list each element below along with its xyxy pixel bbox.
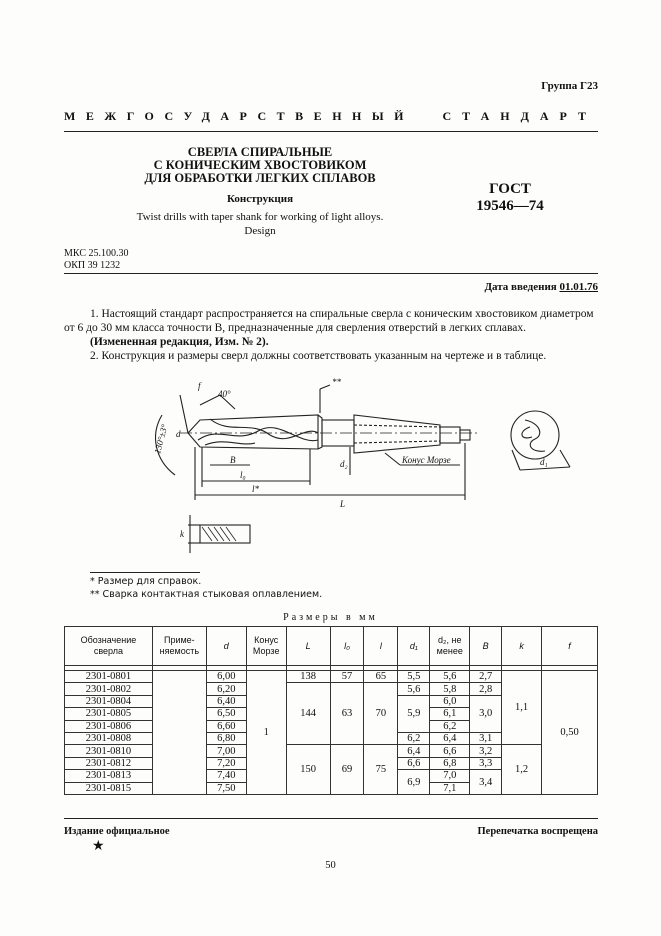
- english-title: [110, 210, 410, 238]
- cell-code: 2301-0810: [65, 745, 153, 757]
- cell-d1: 6,2: [398, 732, 430, 744]
- intro-date-label: Дата введения: [484, 281, 557, 293]
- cell-d1: 6,4: [398, 745, 430, 757]
- dim-L-label: L: [340, 499, 346, 509]
- table-row: [65, 745, 598, 757]
- header-taper: Конус Морзе: [246, 627, 286, 666]
- english-title-line-1: Twist drills with taper shank for working of light alloys.: [136, 211, 384, 223]
- footnote-1: * Размер для справок.: [90, 576, 202, 587]
- cell-B: 3,1: [470, 732, 502, 744]
- cell-B: 3,4: [470, 770, 502, 795]
- cell-d: 6,20: [206, 683, 246, 695]
- star-icon: ★: [92, 839, 105, 854]
- footnotes: [90, 575, 322, 601]
- header-code: Обозначение сверла: [65, 627, 153, 666]
- title-line-2: С КОНИЧЕСКИМ ХВОСТОВИКОМ: [153, 158, 367, 172]
- footnote-2: ** Сварка контактная стыковая оплавлением.: [90, 589, 323, 600]
- cell-B: 2,8: [470, 683, 502, 695]
- cell-d1: 5,5: [398, 671, 430, 683]
- header-k: k: [502, 627, 542, 666]
- intro-date-value: 01.01.76: [559, 281, 598, 293]
- reprint-label: Перепечатка воспрещена: [477, 826, 598, 837]
- cell-d1: 5,6: [398, 683, 430, 695]
- cell-d: 7,40: [206, 770, 246, 782]
- gost-label: ГОСТ: [489, 181, 531, 197]
- header-L: L: [286, 627, 330, 666]
- cell-d1: 5,9: [398, 695, 430, 732]
- header-l: l: [364, 627, 398, 666]
- page-number: 50: [325, 860, 336, 871]
- cell-d2: 6,6: [430, 745, 470, 757]
- group-code: Группа Г23: [541, 80, 598, 92]
- drill-drawing: [140, 375, 590, 565]
- cell-code: 2301-0801: [65, 671, 153, 683]
- cell-B: 3,3: [470, 757, 502, 769]
- table-row: [65, 671, 598, 683]
- cell-k: 1,2: [502, 745, 542, 795]
- drill-end-view: [511, 411, 559, 459]
- interstate-header: [64, 109, 597, 124]
- header-l0: l₀: [330, 627, 364, 666]
- dimensions-table: [64, 626, 598, 795]
- table-header-row: [65, 627, 598, 666]
- title-line-1: СВЕРЛА СПИРАЛЬНЫЕ: [187, 145, 333, 159]
- title-line-3: ДЛЯ ОБРАБОТКИ ЛЕГКИХ СПЛАВОВ: [144, 171, 376, 185]
- cell-L: 144: [286, 683, 330, 745]
- header-d: d: [206, 627, 246, 666]
- header-rule: [64, 131, 598, 132]
- cell-d2: 5,6: [430, 671, 470, 683]
- cell-L: 138: [286, 671, 330, 683]
- cell-l0: 63: [330, 683, 364, 745]
- cell-B: 3,2: [470, 745, 502, 757]
- table-caption: Размеры в мм: [283, 612, 378, 623]
- dim-f-label: f: [198, 381, 201, 391]
- introduction-date: [484, 281, 598, 293]
- cell-code: 2301-0813: [65, 770, 153, 782]
- paragraph-1-note: (Измененная редакция, Изм. № 2).: [90, 336, 269, 348]
- mks-code: МКС 25.100.30: [64, 248, 129, 259]
- cell-d2: 7,1: [430, 782, 470, 794]
- dim-l0-label: l₀: [240, 470, 246, 480]
- dim-l-label: l*: [252, 484, 260, 494]
- dim-k-label: k: [180, 529, 184, 539]
- cell-d: 7,00: [206, 745, 246, 757]
- cell-d2: 6,4: [430, 732, 470, 744]
- cell-l: 70: [364, 683, 398, 745]
- taper-label: Конус Морзе: [402, 455, 451, 465]
- cell-d: 6,40: [206, 695, 246, 707]
- cell-k: 1,1: [502, 671, 542, 745]
- header-d2: d₂, не менее: [430, 627, 470, 666]
- dim-d2-label: d₂: [340, 459, 348, 469]
- cell-l: 75: [364, 745, 398, 795]
- cell-d2: 7,0: [430, 770, 470, 782]
- header-f: f: [542, 627, 598, 666]
- cell-d2: 6,1: [430, 708, 470, 720]
- cell-l: 65: [364, 671, 398, 683]
- cell-L: 150: [286, 745, 330, 795]
- paragraph-2: 2. Конструкция и размеры сверл должны соответствовать указанным на чертеже и в таблице.: [90, 350, 547, 362]
- okp-code: ОКП 39 1232: [64, 260, 121, 271]
- cell-d2: 6,8: [430, 757, 470, 769]
- cell-d2: 6,2: [430, 720, 470, 732]
- cell-code: 2301-0802: [65, 683, 153, 695]
- classification-codes: [64, 248, 128, 272]
- cell-code: 2301-0808: [65, 732, 153, 744]
- header-B: B: [470, 627, 502, 666]
- document-subtitle: Конструкция: [226, 193, 294, 205]
- cell-d: 7,50: [206, 782, 246, 794]
- header-d1: d₁: [398, 627, 430, 666]
- english-title-line-2: Design: [244, 225, 276, 237]
- weld-mark-label: **: [332, 377, 341, 387]
- cell-d: 7,20: [206, 757, 246, 769]
- cell-code: 2301-0805: [65, 708, 153, 720]
- standard-label: СТАНДАРТ: [442, 109, 597, 123]
- dim-d1-label: d₁: [540, 457, 548, 467]
- footer-rule: [64, 818, 598, 819]
- paragraph-1: 1. Настоящий стандарт распространяется на спиральные сверла с коническим хвостовиком диаметром от 6 до 30 мм класса точности В, предназначенные для сверления отверстий в легких сплавах.: [64, 308, 594, 334]
- gost-number: [455, 181, 565, 215]
- dim-b-label: B: [230, 455, 236, 465]
- taper-shank: [354, 415, 440, 453]
- dim-d-label: d: [176, 429, 181, 439]
- interstate-label: МЕЖГОСУДАРСТВЕННЫЙ: [64, 109, 414, 123]
- cell-d1: 6,6: [398, 757, 430, 769]
- cell-d: 6,60: [206, 720, 246, 732]
- cell-f: 0,50: [542, 671, 598, 795]
- edition-label: Издание официальное: [64, 826, 170, 837]
- cell-d2: 6,0: [430, 695, 470, 707]
- document-title: [130, 146, 390, 185]
- cell-d1: 6,9: [398, 770, 430, 795]
- cell-d: 6,80: [206, 732, 246, 744]
- cell-taper: 1: [246, 671, 286, 795]
- cell-code: 2301-0812: [65, 757, 153, 769]
- cell-l0: 69: [330, 745, 364, 795]
- cell-d: 6,00: [206, 671, 246, 683]
- classification-rule: [64, 273, 598, 274]
- tip-angle-label: 130°±3°: [152, 423, 170, 455]
- cell-code: 2301-0815: [65, 782, 153, 794]
- header-use: Приме-няемость: [152, 627, 206, 666]
- cell-l0: 57: [330, 671, 364, 683]
- cell-code: 2301-0806: [65, 720, 153, 732]
- cell-d: 6,50: [206, 708, 246, 720]
- notes-rule: [90, 572, 200, 573]
- cell-use: [152, 671, 206, 795]
- cell-code: 2301-0804: [65, 695, 153, 707]
- gost-code: 19546—74: [476, 198, 544, 214]
- helix-angle-label: 40°: [218, 389, 231, 399]
- cell-B: 2,7: [470, 671, 502, 683]
- cell-d2: 5,8: [430, 683, 470, 695]
- cell-B: 3,0: [470, 695, 502, 732]
